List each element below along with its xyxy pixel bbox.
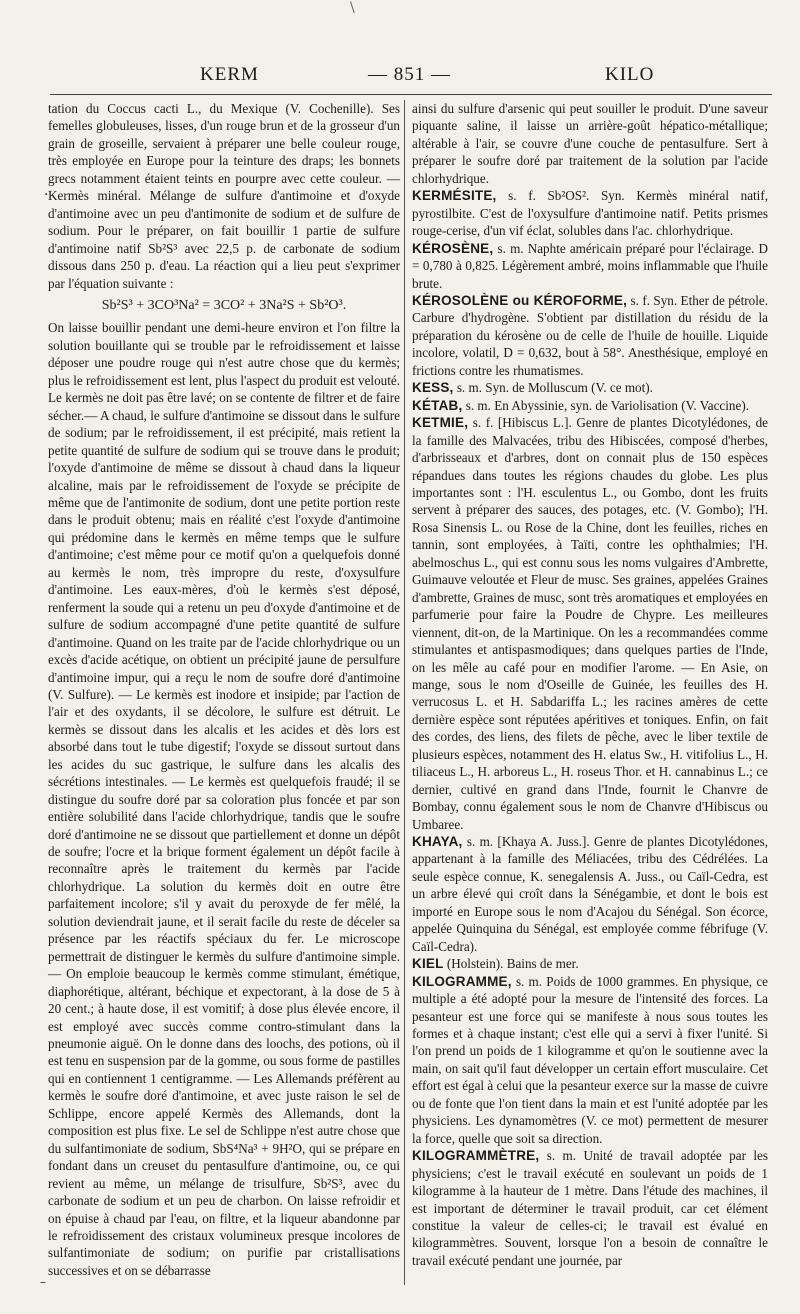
entry-khaya xyxy=(412,833,768,955)
entry-ketab xyxy=(412,397,768,414)
header-right-word: KILO xyxy=(605,64,655,85)
headword-kilogrammetre: KILOGRAMMÈTRE, xyxy=(412,1148,540,1164)
definition-kiel: (Holstein). Bains de mer. xyxy=(446,956,579,972)
entry-kess xyxy=(412,379,768,396)
entry-ketmie xyxy=(412,414,768,833)
entry-kilogrammetre xyxy=(412,1147,768,1269)
gutter-mark: · xyxy=(44,187,49,203)
headword-kiel: KIEL xyxy=(412,956,444,972)
kermes-preparation: On laisse bouillir pendant une demi-heure environ et l'on filtre la solution bouillante qui se trouble par le refroidissement et laisse déposer une poudre rouge qui n'est autre chose que du kermès; plus le refroidissement est lent, plus l'aspect du produit est velouté. Le kermès ne doit pas être lavé; on se contente de filtrer et de faire sécher.— A chaud, le sulfure d'antimoine se dissout dans le sulfure de sodium; par le refroidissement, il est précipité, mais retient la petite quantité de sulfure de sodium qui se trouve dans le produit; l'oxyde d'antimoine de même se dissout à chaud dans la liqueur alcaline, mais par le refroidissement de l'oxyde se précipite de même que de l'antimonite de sodium, dont une petite portion reste dans le produit obtenu; mais en réalité c'est l'oxyde d'antimoine qui prédomine dans le kermès en même temps que le sulfure d'antimoine; c'est même pour ce motif qu'on a quelquefois donné au kermès le nom, très impropre du reste, d'oxysulfure d'antimoine. Les eaux-mères, d'où le kermès s'est déposé, renferment la soude qui a retenu un peu d'oxyde d'antimoine et de sulfure de sodium accompagné d'une petite quantité de sulfure d'antimoine. Quand on les traite par de l'acide chlorhydrique ou un excès d'acide acétique, on obtient un précipité jaune de persulfure d'antimoine impur, qui a reçu le nom de soufre doré d'antimoine (V. Sulfure). — Le kermès est inodore et insipide; par l'action de l'air et des oxydants, il se décolore, le sulfure est détruit. Le kermès se dissout dans les alcalis et les acides et dès lors est absorbé dans tout le tube digestif; l'oxyde se dissout surtout dans les acides du suc gastrique, le sulfure dans les alcalis des sécrétions intestinales. — Le kermès est quelquefois fraudé; il se distingue du soufre doré par sa coloration plus foncée et par son entière solubilité dans l'acide chlorhydrique, tandis que le soufre doré d'antimoine ne se dissout que partiellement et donne un dépôt de soufre; l'ocre et la brique forment également un dépôt facile à reconnaître après le traitement du kermès par l'acide chlorhydrique. La solution du kermès doit en outre être parfaitement incolore; s'il y avait du peroxyde de fer mêlé, la solution deviendrait jaune, et il serait facile du reste de déceler sa présence par les réactifs spéciaux du fer. Le microscope permettrait de distinguer le kermès du sulfure d'antimoine simple. — On emploie beaucoup le kermès comme stimulant, émétique, diaphorétique, altérant, béchique et expectorant, à la dose de 5 à 20 cent.; à haute dose, il est vomitif; à dose plus élevée encore, il est employé avec succès comme contro-stimulant dans la pneumonie aiguë. On le donne dans des loochs, des potions, où il est tenu en suspension par de la gomme, ou sous forme de pastilles qui en contiennent 1 centigramme. — Les Allemands préfèrent au kermès le soufre doré d'antimoine, et avec juste raison le sel de Schlippe, encore appelé Kermès des Allemands, dont la composition est plus fixe. Le sel de Schlippe n'est autre chose que du sulfantimoniate de sodium, SbS⁴Na³ + 9H²O, qui se prépare en fondant dans un creuset du pentasulfure d'antimoine, ou, ce qui revient au même, un mélange de trisulfure, Sb²S³, avec du carbonate de sodium et un peu de charbon. On laisse refroidir et on épuise à chaud par l'eau, on filtre, et la liqueur abandonne par le refroidissement des cristaux volumineux presque incolores de sulfantimoniate de sodium; on purifie par cristallisations successives et on se débarrasse xyxy=(48,320,400,1278)
entry-kilogramme xyxy=(412,973,768,1148)
definition-kerosolene: s. f. Syn. Ether de pétrole. Carbure d'hydrogène. S'obtient par distillation du résidu de la préparation du kérosène ou de celle de l'huile de houille. Liquide incolore, volatil, D = 0,632, bout à 58°. Anesthésique, employé en frictions contre les rhumatismes. xyxy=(412,292,768,378)
definition-kilogramme: s. m. Poids de 1000 grammes. En physique, ce multiple a été adopté pour la mesure de l'intensité des forces. La pesanteur est une force qui se manifeste à nous sous toutes les formes et à chaque instant; c'est elle qui a servi à fixer l'unité. Si l'on prend un poids de 1 kilogramme et qu'on le soutienne avec la main, on sait qu'il faut développer un certain effort musculaire. Cet effort est égal à celui que la pesanteur exerce sur la masse de cuivre ou de fonte que l'on tient dans la main et est l'unité adoptée par les physiciens. Les dynamomètres (V. ce mot) permettent de mesurer la force, quelle que soit sa direction. xyxy=(412,973,768,1146)
right-column xyxy=(412,100,768,1269)
column-divider xyxy=(404,100,405,1285)
headword-kess: KESS, xyxy=(412,380,454,396)
entry-kiel xyxy=(412,955,768,972)
headword-kilogramme: KILOGRAMME, xyxy=(412,973,512,989)
headword-ketab: KÉTAB, xyxy=(412,397,463,413)
definition-kerosene: s. m. Naphte américain préparé pour l'éclairage. D = 0,780 à 0,825. Légèrement ambré, moins inflammable que l'huile brute. xyxy=(412,240,768,291)
entry-kerosene xyxy=(412,240,768,292)
headword-kerosolene: KÉROSOLÈNE ou KÉROFORME, xyxy=(412,292,628,308)
headword-khaya: KHAYA, xyxy=(412,834,463,850)
definition-ketab: s. m. En Abyssinie, syn. de Variolisation (V. Vaccine). xyxy=(465,397,749,413)
header-left-word: KERM xyxy=(200,64,259,85)
running-header xyxy=(50,64,770,88)
definition-ketmie: s. f. [Hibiscus L.]. Genre de plantes Dicotylédones, de la famille des Malvacées, tribu des Hibiscées, composé d'herbes, d'arbrisseaux et d'arbres, dont on connait plus de 150 espèces répandues dans toutes les régions chaudes du globe. Les plus importantes sont : l'H. esculentus L., ou Gombo, dont les fruits servent à préparer des sauces, des potages, etc. (V. Gombo); l'H. Rosa Sinensis L. ou Rose de la Chine, dont les feuilles, riches en tannin, sont employées, à Taïti, contre les ophthalmies; l'H. abelmoschus L., qui est connu sous les noms vulgaires d'Ambrette, Guimauve veloutée et Fleur de musc. Ses graines, appelées Graines d'ambrette, Graines de musc, sont très aromatiques et employées en parfumerie pour faire la Poudre de Chypre. Les meilleures viennent, dit-on, de la Martinique. On les a recommandées comme stimulantes et antispasmodiques; dans quelques parties de l'Inde, on les mêle au café pour en modifier l'arome. — En Asie, on mange, sous le nom d'Oseille de Guinée, les feuilles des H. verrucosus L. et H. Sabdariffa L.; les racines amères de cette dernière espèce sont réputées apéritives et toniques. Enfin, on fait des cordes, des liens, des filets de pêche, avec le liber textile de plusieurs espèces, notamment des H. elatus Sw., H. vitifolius L., H. tiliaceus L., H. arboreus L., H. roseus Thor. et H. cannabinus L.; ce dernier, cultivé en grand dans l'Inde, fournit le Chanvre de Bombay, connu également sous le nom de Chanvre d'Hibiscus ou Umbaree. xyxy=(412,415,768,832)
definition-kilogrammetre: s. m. Unité de travail adoptée par les physiciens; c'est le travail exécuté en soulevant un poids de 1 kilogramme à la hauteur de 1 mètre. Dans l'étude des machines, il est important de déterminer le travail produit, car cet élément constitue la valeur de celles-ci; le travail est évalué en kilogrammètres. Souvent, lorsque l'on a besoin de connaître le travail exécuté pendant une journée, par xyxy=(412,1148,768,1268)
corner-mark: \ xyxy=(350,0,355,16)
headword-kerosene: KÉROSÈNE, xyxy=(412,240,494,256)
definition-kermesite: s. f. Sb²OS². Syn. Kermès minéral natif, pyrostilbite. C'est de l'oxysulfure d'antimoine natif. Petits prismes rouge-cerise, d'un vif éclat, solubles dans l'ac. chlorhydrique. xyxy=(412,188,768,239)
header-rule xyxy=(50,94,772,95)
definition-kess: s. m. Syn. de Molluscum (V. ce mot). xyxy=(456,380,653,396)
headword-ketmie: KETMIE, xyxy=(412,415,469,431)
reaction-equation: Sb²S³ + 3CO³Na² = 3CO² + 3Na²S + Sb²O³. xyxy=(101,297,347,313)
entry-kermesite xyxy=(412,187,768,239)
foot-mark: – xyxy=(40,1275,46,1289)
kermes-end: ainsi du sulfure d'arsenic qui peut souiller le produit. D'une saveur piquante saline, il laisse un arrière-goût hépatico-métallique; altérable à l'air, se couvre d'une couche de pentasulfure. Sert à préparer le soufre doré par traitement de la solution par l'acide chlorhydrique. xyxy=(412,101,768,186)
definition-khaya: s. m. [Khaya A. Juss.]. Genre de plantes Dicotylédones, appartenant à la famille des Méliacées, tribu des Cédrélées. La seule espèce connue, K. senegalensis A. Juss., ou Caïl-Cedra, est un arbre élevé qui croît dans la Sénégambie, et dont le bois est importé en Europe sous le nom d'Acajou du Sénégal. Son écorce, appelée Quinquina du Sénégal, est employée comme fébrifuge (V. Caïl-Cedra). xyxy=(412,834,768,954)
page-number: — 851 — xyxy=(368,64,451,85)
left-column xyxy=(48,100,400,1279)
headword-kermesite: KERMÉSITE, xyxy=(412,188,497,204)
kermes-continuation: tation du Coccus cacti L., du Mexique (V. Cochenille). Ses femelles globuleuses, lisses, d'un rouge brun et de la grosseur d'un grain de groseille, servaient à préparer une belle couleur rouge, très employée en Europe pour la teinture des draps; les bonnets grecs notamment étaient teints en pourpre avec cette couleur. — Kermès minéral. Mélange de sulfure d'antimoine et d'oxyde d'antimoine avec un peu d'antimonite de sodium et de sulfure de sodium. Pour le préparer, on fait bouillir 1 partie de sulfure d'antimoine natif Sb²S³ avec 22,5 p. de carbonate de sodium dissous dans 250 p. d'eau. La réaction qui a lieu peut s'exprimer par l'équation suivante : xyxy=(48,101,400,291)
entry-kerosolene xyxy=(412,292,768,379)
